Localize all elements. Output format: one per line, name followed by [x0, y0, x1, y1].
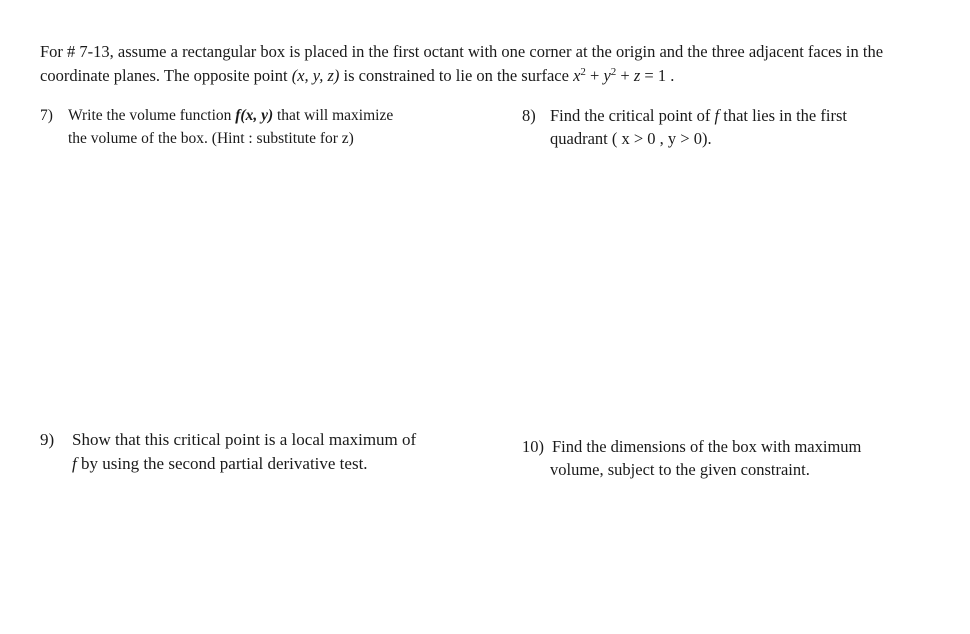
problem-8: [522, 104, 847, 150]
problem-9: [40, 428, 416, 476]
problem-8-number: 8): [522, 106, 536, 125]
surface-plus-1: +: [585, 66, 604, 85]
problem-7: [40, 104, 393, 150]
intro-line-1: For # 7-13, assume a rectangular box is placed in the first octant with one corner at the origin and the three adjacent faces in the: [40, 42, 884, 61]
problem-10-line-1: [522, 435, 861, 458]
intro-line-2-start: coordinate planes. The opposite point: [40, 66, 292, 85]
problem-9-function: f: [72, 454, 77, 473]
problem-7-text-end: that will maximize: [273, 107, 394, 124]
exponent-x: 2: [580, 66, 586, 78]
surface-y: y: [603, 66, 611, 85]
problem-7-text-start: Write the volume function: [68, 107, 236, 124]
problem-9-line-1: [40, 428, 416, 452]
problem-7-function: f(x, y): [235, 107, 274, 124]
problem-10-number: 10): [522, 437, 544, 456]
problem-9-line-2: [40, 452, 416, 476]
point-expression: (x, y, z): [291, 66, 340, 85]
problem-9-text: Show that this critical point is a local maximum of: [72, 430, 417, 449]
intro-paragraph: [40, 40, 950, 88]
surface-equals: = 1 .: [640, 66, 675, 85]
problem-8-text-end: that lies in the first: [719, 106, 847, 125]
exponent-y: 2: [610, 66, 617, 78]
problem-10-text: Find the dimensions of the box with maximum: [552, 437, 862, 456]
surface-x: x: [573, 66, 581, 85]
problem-9-number: 9): [40, 430, 55, 449]
problem-7-number: 7): [40, 107, 53, 124]
problem-7-line-2: the volume of the box. (Hint : substitute for z): [68, 130, 354, 147]
problem-8-line-2: quadrant ( x > 0 , y > 0).: [550, 129, 712, 148]
problem-8-function: f: [714, 106, 720, 125]
problem-10: [522, 435, 861, 481]
intro-line-2: [40, 64, 950, 88]
problem-10-line-2: volume, subject to the given constraint.: [550, 460, 810, 479]
problem-8-line-1: [522, 104, 847, 127]
surface-plus-2: +: [616, 66, 634, 85]
problem-8-text-start: Find the critical point of: [550, 106, 715, 125]
intro-line-2-mid: is constrained to lie on the surface: [339, 66, 574, 85]
problem-7-line-1: [40, 104, 393, 127]
problem-9-text-end: by using the second partial derivative test.: [76, 454, 368, 473]
surface-z: z: [633, 66, 641, 85]
